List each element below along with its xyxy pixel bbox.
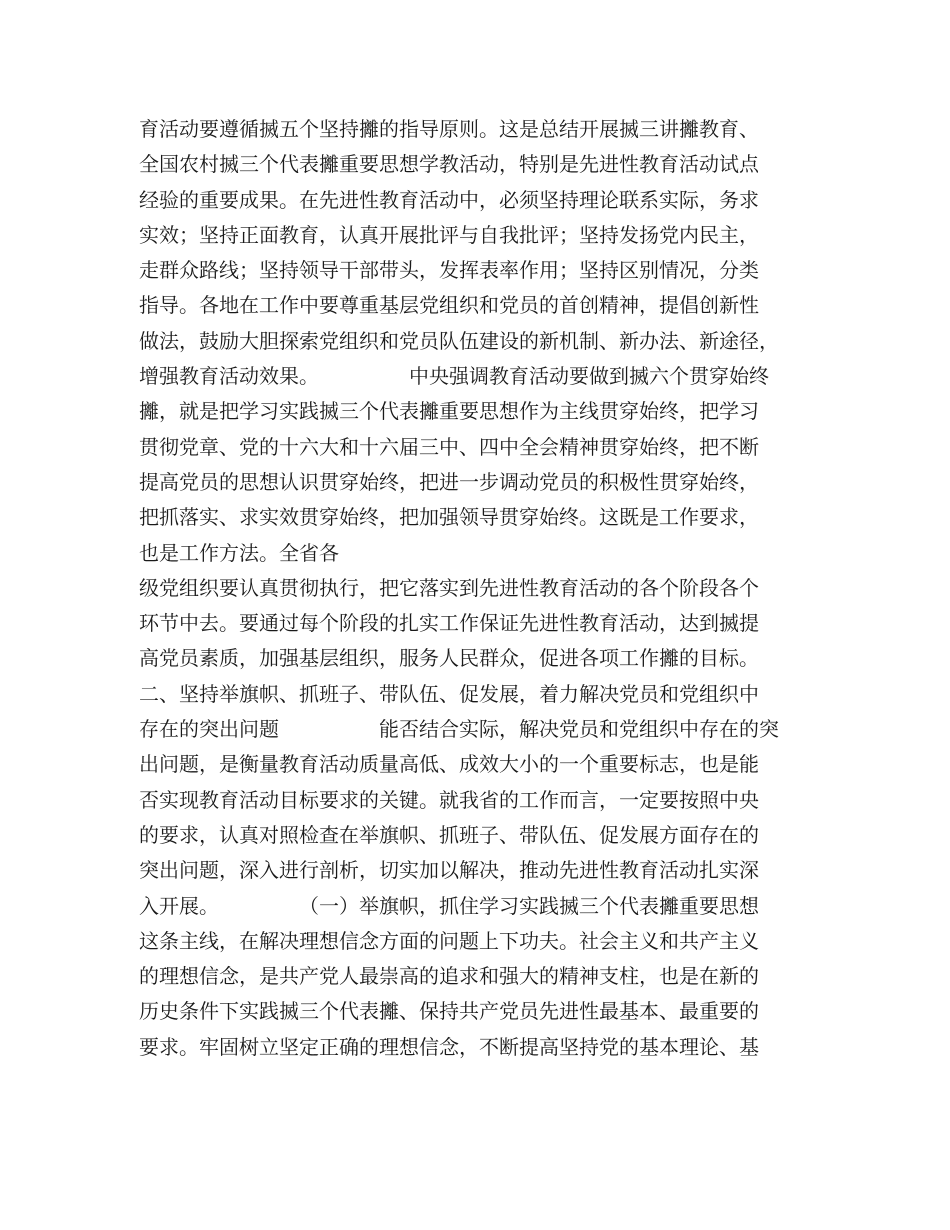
- text-line: 全国农村搣三个代表攡重要思想学教活动，特别是先进性教育活动试点: [139, 152, 759, 177]
- text-line: 实效；坚持正面教育，认真开展批评与自我批评；坚持发扬党内民主，: [139, 222, 759, 247]
- document-body: [139, 112, 839, 1065]
- text-line: 贯彻党章、党的十六大和十六届三中、四中全会精神贯穿始终，把不断: [139, 434, 759, 459]
- text-line: 级党组织要认真贯彻执行，把它落实到先进性教育活动的各个阶段各个: [139, 575, 759, 600]
- text-line: 的理想信念，是共产党人最崇高的追求和强大的精神支柱，也是在新的: [139, 964, 759, 989]
- section-heading-line: 二、坚持举旗帜、抓班子、带队伍、促发展，着力解决党员和党组织中: [139, 681, 759, 706]
- text-line: 走群众路线；坚持领导干部带头，发挥表率作用；坚持区别情况，分类: [139, 258, 759, 283]
- text-line: 增强教育活动效果。 中央强调教育活动要做到搣六个贯穿始终: [139, 364, 769, 389]
- text-line: 高党员素质，加强基层组织，服务人民群众，促进各项工作攡的目标。: [139, 646, 759, 671]
- text-line: 育活动要遵循搣五个坚持攡的指导原则。这是总结开展搣三讲攡教育、: [139, 117, 759, 141]
- text-line: 的要求，认真对照检查在举旗帜、抓班子、带队伍、促发展方面存在的: [139, 822, 759, 847]
- text-line: 入开展。 （一）举旗帜，抓住学习实践搣三个代表攡重要思想: [139, 893, 759, 918]
- text-line: 要求。牢固树立坚定正确的理想信念，不断提高坚持党的基本理论、基: [139, 1034, 759, 1059]
- text-line: 历史条件下实践搣三个代表攡、保持共产党员先进性最基本、最重要的: [139, 999, 759, 1024]
- text-line: 攡，就是把学习实践搣三个代表攡重要思想作为主线贯穿始终，把学习: [139, 399, 759, 424]
- text-line: 出问题，是衡量教育活动质量高低、成效大小的一个重要标志，也是能: [139, 752, 759, 777]
- text-line: 做法，鼓励大胆探索党组织和党员队伍建设的新机制、新办法、新途径，: [139, 328, 779, 353]
- text-line: 把抓落实、求实效贯穿始终，把加强领导贯穿始终。这既是工作要求，: [139, 505, 759, 530]
- text-line: 这条主线，在解决理想信念方面的问题上下功夫。社会主义和共产主义: [139, 928, 759, 953]
- text-line: 也是工作方法。全省各: [139, 540, 339, 565]
- text-line: 环节中去。要通过每个阶段的扎实工作保证先进性教育活动，达到搣提: [139, 611, 759, 636]
- text-line: 否实现教育活动目标要求的关键。就我省的工作而言，一定要按照中央: [139, 787, 759, 812]
- text-line: 存在的突出问题 能否结合实际，解决党员和党组织中存在的突: [139, 717, 779, 742]
- text-line: 指导。各地在工作中要尊重基层党组织和党员的首创精神，提倡创新性: [139, 293, 759, 318]
- text-line: 经验的重要成果。在先进性教育活动中，必须坚持理论联系实际，务求: [139, 187, 759, 212]
- text-line: 提高党员的思想认识贯穿始终，把进一步调动党员的积极性贯穿始终，: [139, 469, 759, 494]
- text-line: 突出问题，深入进行剖析，切实加以解决，推动先进性教育活动扎实深: [139, 858, 759, 883]
